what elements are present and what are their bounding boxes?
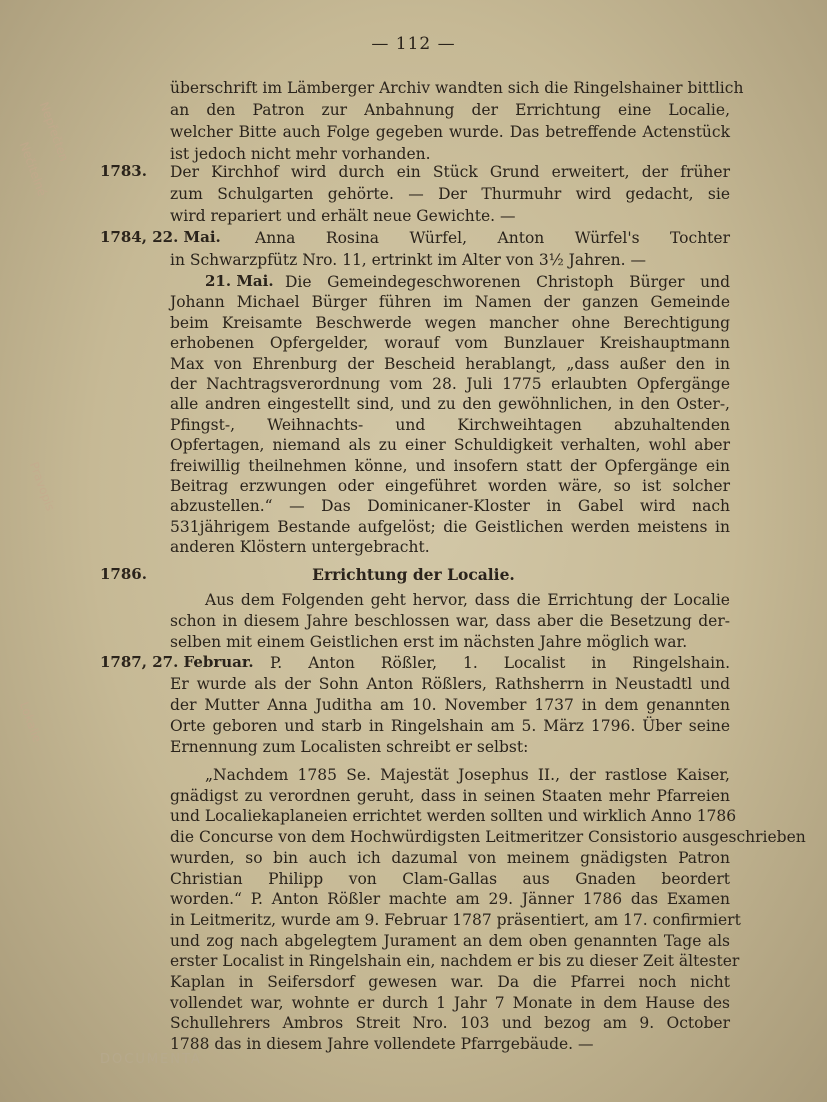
text-line: Johann Michael Bürger führen im Namen der ganzen Gemeinde xyxy=(170,293,730,312)
text-line: 531jährigem Bestande aufgelöst; die Geistlichen werden meistens in xyxy=(170,517,730,536)
entry-date: 1786. xyxy=(100,565,147,583)
text-line: Beitrag erzwungen oder eingeführet worden wäre, so ist solcher xyxy=(170,477,730,495)
text-line: überschrift im Lämberger Archiv wandten sich die Ringelshainer bittlich xyxy=(170,79,744,97)
text-line: Pfingst-, Weihnachts- und Kirchweihtagen abzuhaltenden xyxy=(170,415,730,434)
text-line: selben mit einem Geistlichen erst im nächsten Jahre möglich war. xyxy=(170,633,688,651)
text-line: anderen Klöstern untergebracht. xyxy=(170,538,430,557)
text-line: und zog nach abgelegtem Jurament an dem oben genannten Tage als xyxy=(170,931,730,950)
text-line: ist jedoch nicht mehr vorhanden. xyxy=(170,145,431,163)
text-line: Die Gemeindegeschworenen Christoph Bürger und xyxy=(285,273,730,291)
text-line: in Leitmeritz, wurde am 9. Februar 1787 präsentiert, am 17. confirmiert xyxy=(170,910,741,929)
text-line: abzustellen.“ — Das Dominicaner-Kloster in Gabel wird nach xyxy=(170,497,730,516)
text-line: Orte geboren und starb in Ringelshain am 5. März 1796. Über seine xyxy=(170,717,730,735)
text-line: Christian Philipp von Clam-Gallas aus Gnaden beordert xyxy=(170,869,730,888)
text-line: gnädigst zu verordnen geruht, dass in seinen Staaten mehr Pfarreien xyxy=(170,786,730,805)
text-line: in Schwarzpfütz Nro. 11, ertrinkt im Alter von 3½ Jahren. — xyxy=(170,251,647,269)
text-line: wurden, so bin auch ich dazumal von meinem gnädigsten Patron xyxy=(170,848,730,867)
margin-note: Nečitelné xyxy=(16,140,50,199)
text-line: welcher Bitte auch Folge gegeben wurde. Das betreffende Actenstück xyxy=(170,123,730,141)
text-line: 1788 das in diesem Jahre vollendete Pfarrgebäude. — xyxy=(170,1035,594,1054)
text-line: der Mutter Anna Juditha am 10. November 1737 in dem genannten xyxy=(170,696,730,714)
text-line: Aus dem Folgenden geht hervor, dass die Errichtung der Localie xyxy=(205,591,730,609)
text-line: P. Anton Rößler, 1. Localist in Ringelshain. xyxy=(270,654,730,672)
text-line: Ernennung zum Localisten schreibt er selbst: xyxy=(170,738,529,756)
text-line: Anna Rosina Würfel, Anton Würfel's Tochter xyxy=(255,229,730,247)
entry-date: 21. Mai. xyxy=(205,272,274,290)
archive-stamp: DOCUMENTA xyxy=(100,1052,202,1067)
text-line: beim Kreisamte Beschwerde wegen mancher ohne Berechtigung xyxy=(170,313,730,332)
text-line: „Nachdem 1785 Se. Majestät Josephus II., der rastlose Kaiser, xyxy=(205,766,730,784)
entry-date: 1783. xyxy=(100,162,147,180)
text-line: erster Localist in Ringelshain ein, nachdem er bis zu dieser Zeit ältester xyxy=(170,952,740,971)
section-heading: Errichtung der Localie. xyxy=(312,565,515,584)
text-line: schon in diesem Jahre beschlossen war, dass aber die Besetzung der- xyxy=(170,612,730,630)
text-line: Max von Ehrenburg der Bescheid herablangt, „dass außer den in xyxy=(170,354,730,373)
text-line: und Localiekaplaneien errichtet werden sollten und wirklich Anno 1786 xyxy=(170,807,737,826)
margin-note: Nepřečten xyxy=(36,100,72,164)
page-number: — 112 — xyxy=(371,34,456,54)
text-line: freiwillig theilnehmen könne, und insofern statt der Opfergänge ein xyxy=(170,456,730,475)
text-line: erhobenen Opfergelder, worauf vom Bunzlauer Kreishauptmann xyxy=(170,334,730,353)
text-line: Er wurde als der Sohn Anton Rößlers, Rathsherrn in Neustadtl und xyxy=(170,675,730,693)
text-line: der Nachtragsverordnung vom 28. Juli 1775 erlaubten Opfergänge xyxy=(170,375,730,393)
margin-note: Pravopis xyxy=(26,460,58,513)
text-line: Der Kirchhof wird durch ein Stück Grund erweitert, der früher xyxy=(170,163,730,181)
text-line: alle andren eingestellt sind, und zu den gewöhnlichen, in den Oster-, xyxy=(170,395,730,414)
text-line: die Concurse von dem Hochwürdigsten Leitmeritzer Consistorio ausgeschrieben xyxy=(170,828,806,847)
entry-date: 1784, 22. Mai. xyxy=(100,228,221,246)
text-line: vollendet war, wohnte er durch 1 Jahr 7 Monate in dem Hause des xyxy=(170,993,730,1012)
text-line: worden.“ P. Anton Rößler machte am 29. Jänner 1786 das Examen xyxy=(170,890,730,909)
text-line: Kaplan in Seifersdorf gewesen war. Da die Pfarrei noch nicht xyxy=(170,973,730,991)
text-line: an den Patron zur Anbahnung der Errichtung eine Localie, xyxy=(170,101,730,119)
text-line: zum Schulgarten gehörte. — Der Thurmuhr wird gedacht, sie xyxy=(170,185,730,203)
text-line: wird repariert und erhält neue Gewichte. — xyxy=(170,207,516,225)
text-line: Schullehrers Ambros Streit Nro. 103 und bezog am 9. October xyxy=(170,1014,730,1033)
text-line: Opfertagen, niemand als zu einer Schuldigkeit verhalten, wohl aber xyxy=(170,436,730,455)
margin-note: Lokalie xyxy=(16,700,45,745)
entry-date: 1787, 27. Februar. xyxy=(100,653,254,671)
